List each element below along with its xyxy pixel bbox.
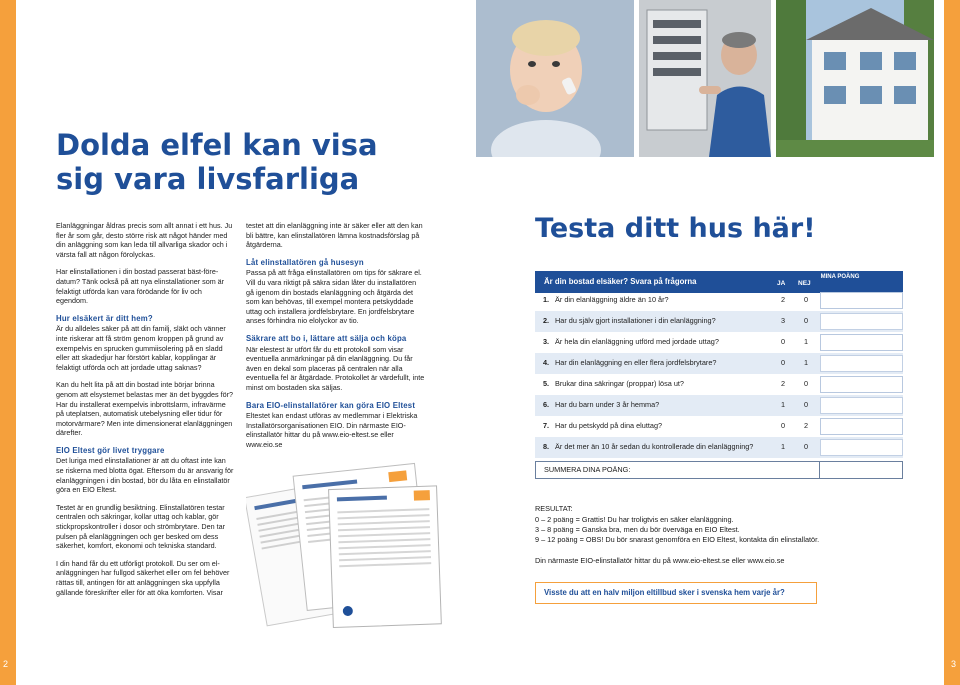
question-number: 5.: [543, 379, 550, 388]
question-text: Är din elanläggning äldre än 10 år?: [555, 295, 669, 304]
installer-link-text: Din närmaste EIO-elinstallatör hittar du på www.eio-eltest.se eller www.eio.se: [535, 556, 785, 565]
yes-points: 1: [780, 442, 786, 451]
paragraph: Testet är en grundlig besiktning. Elinstallatören testar centralen och säkringar, kollar uttag och kablar, gör stickpropskontroller i dosor och strömbrytare. Den tar pulsen på elanläggningen och ger besked om dess säkerhet, komfort, ekonomi och tekniska standard.: [56, 502, 225, 551]
yes-points: 2: [780, 379, 786, 388]
points-entry-box[interactable]: [820, 292, 903, 309]
result-line: 0 – 2 poäng = Grattis! Du har troligtvis en säker elanläggning.: [535, 515, 734, 524]
question-text: Har du petskydd på dina eluttag?: [555, 421, 663, 430]
no-points: 0: [803, 379, 809, 388]
question-number: 3.: [543, 337, 550, 346]
right-orange-border: [944, 0, 960, 685]
paragraph: Elanläggningar åldras precis som allt annat i ett hus. Ju fler år som går, desto större risk att något händer med din anläggning som kan leda till allvarliga skador och i värsta fall att någon förolyckas.: [56, 221, 233, 259]
sum-label: SUMMERA DINA POÄNG:: [544, 465, 631, 474]
white-wooden-house-photo: [776, 0, 934, 157]
page-number-right: 3: [950, 659, 956, 669]
points-entry-box[interactable]: [820, 313, 903, 330]
section-heading: EIO Eltest gör livet tryggare: [56, 445, 165, 455]
question-text: Har din elanläggning en eller flera jordfelsbrytare?: [555, 358, 717, 367]
no-points: 0: [803, 400, 809, 409]
question-text: Brukar dina säkringar (proppar) lösa ut?: [555, 379, 684, 388]
points-entry-box[interactable]: [820, 418, 903, 435]
no-points: 0: [803, 295, 809, 304]
result-line: 3 – 8 poäng = Ganska bra, men du bör överväga en EIO Eltest.: [535, 525, 740, 534]
no-points: 1: [803, 358, 809, 367]
points-entry-box[interactable]: [820, 376, 903, 393]
baby-with-plug-photo: [476, 0, 634, 157]
quiz-row: [535, 311, 903, 332]
points-entry-box[interactable]: [820, 397, 903, 414]
paragraph: I din hand får du ett utförligt protokoll. Du ser om el-anläggningen har fullgod säkerhet eller om fel behöver rättas till, antingen för att anläggningen ska uppfylla gällande föreskrifter eller för att öka komforten. Visar: [56, 558, 230, 597]
quiz-row: [535, 437, 903, 458]
question-number: 6.: [543, 400, 550, 409]
question-number: 1.: [543, 295, 550, 304]
question-number: 4.: [543, 358, 550, 367]
question-text: Är det mer än 10 år sedan du kontrollerade din elanläggning?: [555, 442, 754, 451]
headline-line-1: Dolda elfel kan visa: [56, 128, 378, 162]
headline-line-2: sig vara livsfarliga: [56, 162, 360, 196]
question-text: Är hela din elanläggning utförd med jordade uttag?: [555, 337, 719, 346]
yes-points: 0: [780, 421, 786, 430]
yes-points: 2: [780, 295, 786, 304]
question-text: Har du själv gjort installationer i din elanläggning?: [555, 316, 716, 325]
section-heading: Hur elsäkert är ditt hem?: [56, 313, 153, 323]
quiz-row: [535, 332, 903, 353]
quiz-row: [535, 416, 903, 437]
paragraph: Är du alldeles säker på att din familj, släkt och vänner inte riskerar att få ström genom kroppen på grund av exempelvis en sprucken gummiisolering på en sladd eller att skadedjur har förstört kablar, kopplingar är felaktigt utförda och att jordade uttag saknas?: [56, 324, 226, 372]
quiz-row: [535, 290, 903, 311]
points-entry-box[interactable]: [820, 439, 903, 456]
points-entry-box[interactable]: [820, 334, 903, 351]
paragraph: Det luriga med elinstallationer är att du oftast inte kan se riskerna med blotta ögat. Eftersom du är ansvarig för elanläggningen i din bostad, bör du låta en elinstallatör göra en EIO Eltest.: [56, 456, 234, 495]
section-heading: Säkrare att bo i, lättare att sälja och köpa: [246, 333, 407, 343]
quiz-row: [535, 353, 903, 374]
paragraph: Kan du helt lita på att din bostad inte börjar brinna genom att elsystemet belastas mer än det byggdes för? Har du installerat exempelvis inbrottslarm, infravärme på uteplatsen, automatisk utebelysning eller tidur för motorvärmare? Men inte dimensionerat elanläggningen därefter.: [56, 380, 233, 438]
no-column-label: NEJ: [798, 280, 811, 287]
quiz-row: [535, 395, 903, 416]
left-orange-border: [0, 0, 16, 685]
yes-points: 0: [780, 358, 786, 367]
paragraph: Har elinstallationen i din bostad passerat bäst-före-datum? Tänk också på att nya elinstallationer som är felaktigt utförda kan vara förödande för liv och egendom.: [56, 267, 225, 306]
no-points: 0: [803, 316, 809, 325]
no-points: 2: [803, 421, 809, 430]
electrician-at-fusebox-photo: [639, 0, 771, 157]
question-text: Har du barn under 3 år hemma?: [555, 400, 660, 409]
result-line: 9 – 12 poäng = OBS! Du bör snarast genomföra en EIO Eltest, kontakta din elinstallatör.: [535, 535, 820, 544]
fact-callout: [535, 582, 817, 604]
result-block: [535, 504, 905, 545]
fact-callout-text: Visste du att en halv miljon eltillbud sker i svenska hem varje år?: [544, 588, 785, 597]
result-label: RESULTAT:: [535, 504, 573, 513]
paragraph: testet att din elanläggning inte är säker eller att den kan bli bättre, kan elinstallatören lämna kostnadsförslag på åtgärderna.: [246, 221, 423, 250]
points-column-label: MINA POÄNG: [820, 274, 860, 280]
paragraph: När elestest är utfört får du ett protokoll som visar eventuella anmärkningar på din elanläggning. Du får även en dekal som placeras på centralen när alla eventuella fel är åtgärdade. Protokollet är värdefullt, inte minst om bostaden ska säljas.: [246, 344, 425, 392]
quiz-row: [535, 374, 903, 395]
no-points: 0: [803, 442, 809, 451]
paragraph: Eltestet kan endast utföras av medlemmar i Elektriska Installatörsorganisationen EIO. Din närmaste EIO-elinstallatör hittar du på www.eio-eltest.se eller www.eio.se: [246, 411, 418, 449]
no-points: 1: [803, 337, 809, 346]
section-heading: Låt elinstallatören gå husesyn: [246, 257, 364, 267]
yes-points: 1: [780, 400, 786, 409]
question-number: 8.: [543, 442, 550, 451]
points-entry-box[interactable]: [820, 355, 903, 372]
paragraph: Passa på att fråga elinstallatören om tips för säkrare el. Vill du vara riktigt på säkra sidan låter du installatören gå igenom din bostads elanläggning och åtgärda det som kan behövas, till exempel montera petskyddade uttag och installera jordfelsbrytare. En jordfelsbrytare anses förhindra nio elolyckor av tio.: [246, 268, 422, 326]
body-column-2: [246, 221, 426, 457]
page-number-left: 2: [3, 659, 9, 669]
yes-points: 3: [780, 316, 786, 325]
page-headline: [56, 128, 396, 196]
sum-entry-box[interactable]: [819, 462, 902, 478]
yes-column-label: JA: [777, 280, 786, 287]
sum-row: [535, 461, 903, 479]
quiz-header-question: Är din bostad elsäker? Svara på frågorna: [544, 277, 697, 286]
quiz-title: Testa ditt hus här!: [535, 213, 816, 244]
body-column-1: [56, 221, 234, 605]
eltest-protocol-forms-image: [246, 458, 444, 630]
yes-points: 0: [780, 337, 786, 346]
question-number: 2.: [543, 316, 550, 325]
section-heading: Bara EIO-elinstallatörer kan göra EIO Eltest: [246, 400, 416, 410]
question-number: 7.: [543, 421, 550, 430]
